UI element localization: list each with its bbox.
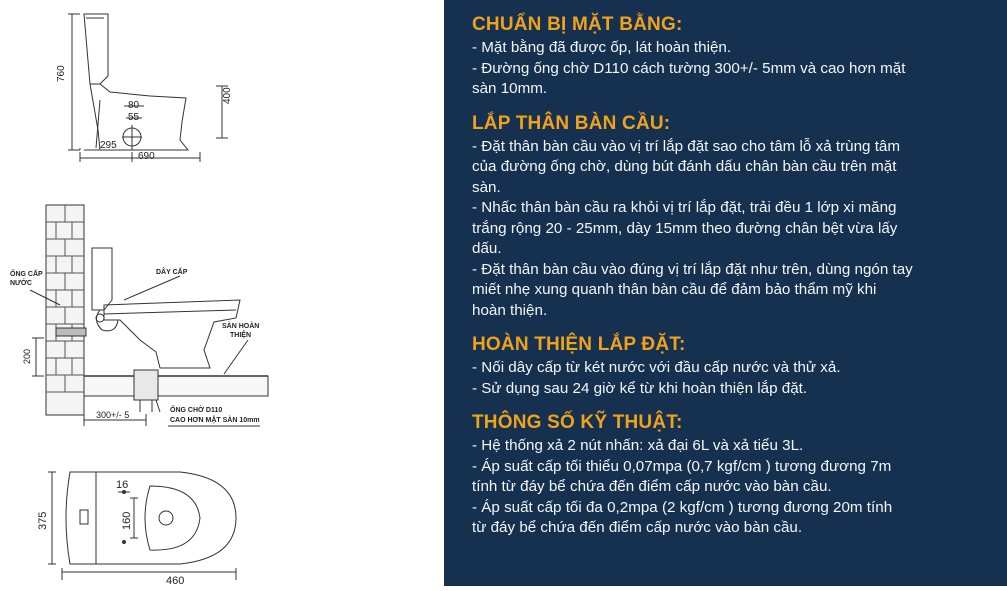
water-pipe-label-2: NƯỚC — [10, 280, 32, 287]
instructions-content — [472, 14, 1000, 552]
drain-note-label-2: CAO HƠN MẶT SÀN 10mm — [170, 417, 260, 424]
dim-height-label: 760 — [56, 65, 67, 82]
text-line: sàn 10mm. — [472, 80, 548, 97]
text-line: - Đặt thân bàn cầu vào vị trí lắp đặt sao cho tâm lỗ xả trùng tâm — [472, 137, 901, 155]
dim-55-label: 55 — [128, 112, 140, 123]
dim-160-label: 160 — [121, 511, 133, 530]
instructions-panel — [444, 0, 1007, 586]
finished-floor-label-2: THIỆN — [230, 332, 251, 339]
section-specifications — [472, 412, 1000, 539]
water-pipe-label-1: ỐNG CẤP — [10, 271, 43, 278]
text-line: tính từ đáy bể chứa đến điểm cấp nước vào bàn cầu. — [472, 478, 832, 495]
text-line: - Nối dây cấp từ két nước với đầu cấp nước và thử xả. — [472, 359, 841, 376]
text-line: của đường ống chờ, dùng bút đánh dấu chân bàn cầu trên mặt — [472, 158, 897, 175]
section-site-preparation — [472, 14, 1000, 100]
text-line: - Áp suất cấp tối thiểu 0,07mpa (0,7 kgf/cm ) tương đương 7m — [472, 457, 892, 475]
section-title: HOÀN THIỆN LẮP ĐẶT: — [472, 334, 686, 355]
dim-295-label: 295 — [100, 140, 117, 151]
dim-690-label: 690 — [138, 151, 155, 162]
top-view-drawing — [48, 472, 236, 580]
text-line: trắng rộng 20 - 25mm, dày 15mm theo đường chân bệt vừa lấy — [472, 219, 898, 237]
text-line: - Nhấc thân bàn cầu ra khỏi vị trí lắp đặt, trải đều 1 lớp xi măng — [472, 199, 897, 216]
text-line: - Áp suất cấp tối đa 0,2mpa (2 kgf/cm ) tương đương 20m tính — [472, 498, 893, 516]
text-line: - Hệ thống xả 2 nút nhấn: xả đại 6L và xả tiểu 3L. — [472, 437, 804, 454]
side-view-drawing — [68, 14, 228, 162]
section-finish-install — [472, 334, 1000, 399]
finished-floor-label-1: SÀN HOÀN — [222, 323, 260, 330]
text-line: - Mặt bằng đã được ốp, lát hoàn thiện. — [472, 39, 732, 56]
supply-hose-label: DÂY CẤP — [156, 269, 188, 276]
dim-200-label: 200 — [22, 348, 32, 364]
dim-300-label: 300+/- 5 — [96, 410, 130, 420]
text-line: miết nhẹ xung quanh thân bàn cầu để đảm bảo thẩm mỹ khi — [472, 281, 877, 298]
text-line: dấu. — [472, 240, 502, 257]
dim-460-label: 460 — [166, 575, 185, 586]
drain-note-label-1: ỐNG CHỜ D110 — [170, 407, 223, 414]
section-title: THÔNG SỐ KỸ THUẬT: — [472, 412, 683, 433]
section-install-body — [472, 113, 1000, 322]
section-title: CHUẨN BỊ MẶT BẰNG: — [472, 14, 683, 35]
dim-16-label: 16 — [116, 479, 129, 491]
installation-section-drawing — [30, 205, 268, 426]
technical-drawings — [0, 0, 444, 586]
drawings-panel — [0, 0, 444, 586]
text-line: - Đặt thân bàn cầu vào đúng vị trí lắp đặt như trên, dùng ngón tay — [472, 260, 913, 278]
text-line: hoàn thiện. — [472, 301, 548, 319]
section-title: LẮP THÂN BÀN CẦU: — [472, 112, 671, 134]
dim-80-label: 80 — [128, 100, 140, 111]
text-line: từ đáy bể chứa đến điểm cấp nước vào bàn cầu. — [472, 519, 803, 536]
text-line: - Đường ống chờ D110 cách tường 300+/- 5mm và cao hơn mặt — [472, 59, 906, 77]
text-line: - Sử dụng sau 24 giờ kể từ khi hoàn thiện lắp đặt. — [472, 379, 808, 397]
dim-375-label: 375 — [37, 511, 49, 530]
text-line: sàn. — [472, 178, 501, 196]
dim-outlet-height-label: 400 — [222, 87, 233, 104]
